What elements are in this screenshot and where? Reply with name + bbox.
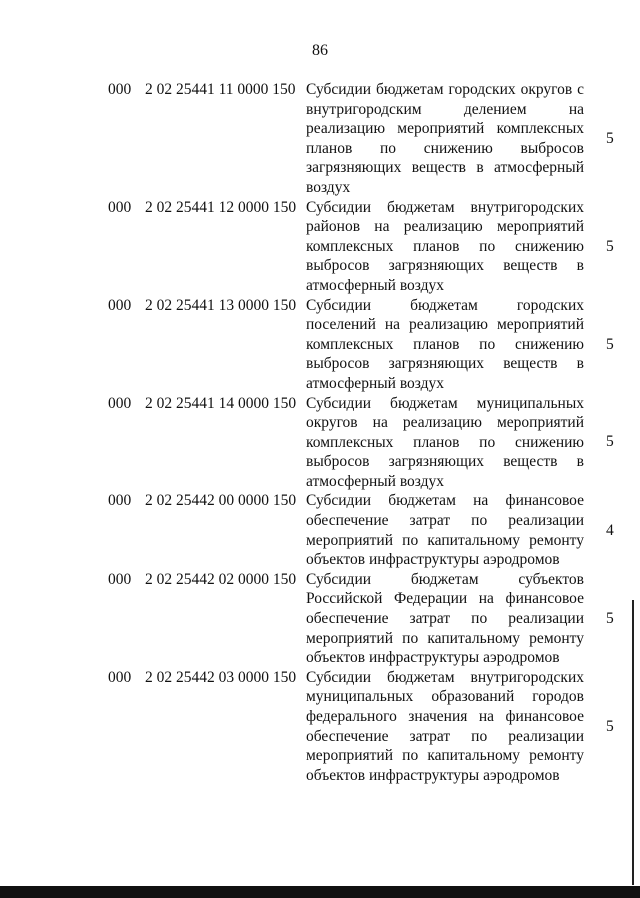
budget-code: 2 02 25442 02 0000 150: [145, 570, 297, 588]
description: Субсидии бюджетам внутригородских районов на реализацию мероприятий комплексных планов по снижению выбросов загрязняющих веществ в атмосферный воздух: [306, 198, 584, 294]
admin-code: 000: [108, 492, 132, 510]
amount: 5: [606, 717, 614, 735]
admin-code: 000: [108, 296, 132, 314]
budget-code: 2 02 25441 14 0000 150: [145, 394, 297, 412]
admin-code: 000: [108, 81, 132, 98]
admin-code: 000: [108, 668, 132, 686]
table-row: [0, 80, 640, 198]
table-row: [0, 491, 640, 569]
budget-code: 2 02 25442 00 0000 150: [145, 492, 297, 510]
budget-code: 2 02 25442 03 0000 150: [145, 668, 297, 686]
description: Субсидии бюджетам муниципальных округов на реализацию мероприятий комплексных планов по снижению выбросов загрязняющих веществ в атмосферный воздух: [306, 394, 584, 490]
page-number: 86: [312, 42, 328, 59]
description: Субсидии бюджетам на финансовое обеспечение затрат по реализации мероприятий по капитальному ремонту объектов инфраструктуры аэродромов: [306, 492, 584, 569]
admin-code: 000: [108, 394, 132, 412]
amount: 4: [606, 521, 614, 539]
admin-code: 000: [108, 570, 132, 588]
amount: 5: [606, 237, 614, 255]
budget-code: 2 02 25441 12 0000 150: [145, 198, 297, 216]
description: Субсидии бюджетам внутригородских муниципальных образований городов федерального значения на финансовое обеспечение затрат по реализации мероприятий по капитальному ремонту объектов инфраструктуры аэродромов: [306, 668, 584, 784]
table-row: [0, 198, 640, 296]
table-row: [0, 668, 640, 786]
table-row: [0, 296, 640, 394]
scan-edge-right: [632, 600, 634, 885]
budget-table: [0, 80, 640, 785]
table-row: [0, 394, 640, 492]
admin-code: 000: [108, 198, 132, 216]
description: Субсидии бюджетам субъектов Российской Федерации на финансовое обеспечение затрат по реализации мероприятий по капитальному ремонту объектов инфраструктуры аэродромов: [306, 570, 584, 667]
budget-code: 2 02 25441 11 0000 150: [145, 81, 296, 98]
amount: 5: [606, 433, 614, 451]
description: Субсидии бюджетам городских округов с внутригородским делением на реализацию мероприятий комплексных планов по снижению выбросов загрязняющих веществ в атмосферный воздух: [306, 81, 584, 196]
scan-edge-bottom: [0, 886, 640, 898]
amount: 5: [606, 610, 614, 628]
table-row: [0, 570, 640, 668]
description: Субсидии бюджетам городских поселений на реализацию мероприятий комплексных планов по снижению выбросов загрязняющих веществ в атмосферный воздух: [306, 296, 584, 392]
amount: 5: [606, 129, 614, 147]
budget-code: 2 02 25441 13 0000 150: [145, 296, 297, 314]
amount: 5: [606, 335, 614, 353]
